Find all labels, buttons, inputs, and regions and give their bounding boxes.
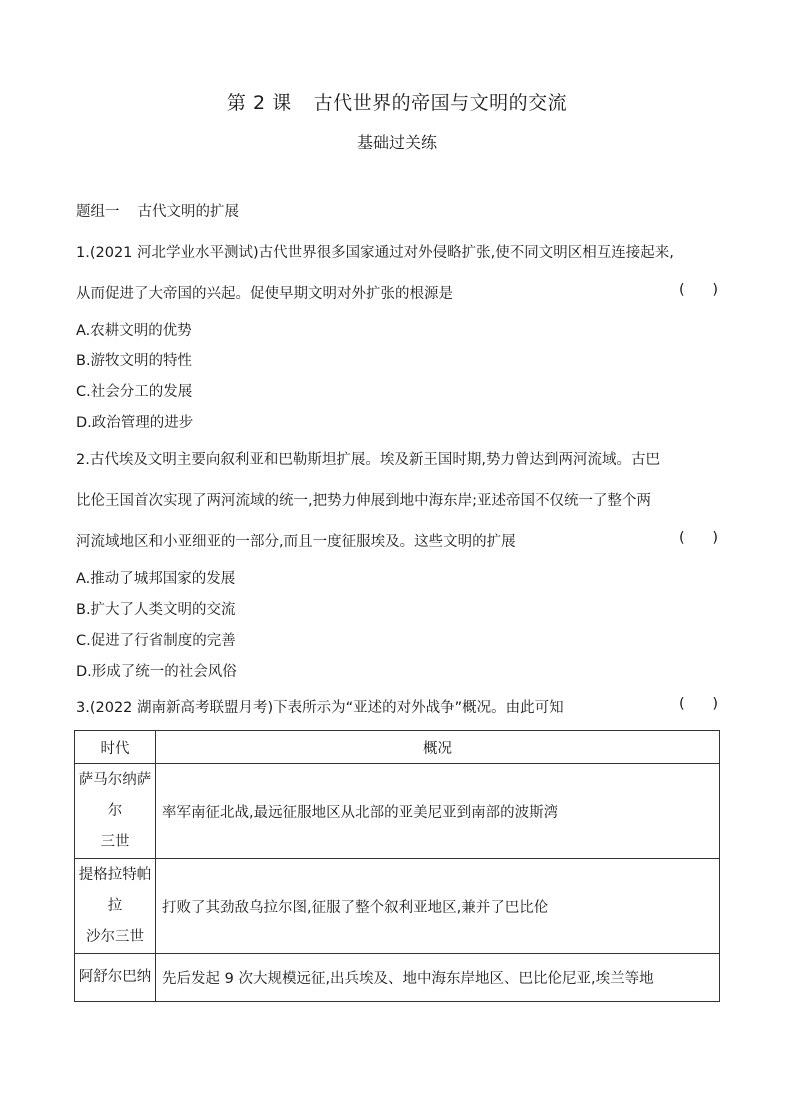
q1-option-a: A.农耕文明的优势 [76, 323, 192, 339]
q3-answer-blank: ( ) [679, 696, 718, 712]
lesson-number: 第 2 课 [226, 92, 292, 114]
table-cell-era [75, 954, 156, 1002]
q2-option-c: C.促进了行省制度的完善 [76, 633, 236, 649]
q2-stem-line-1: 2.古代埃及文明主要向叙利亚和巴勒斯坦扩展。埃及新王国时期,势力曾达到两河流域。古巴 [76, 452, 660, 468]
table-row [75, 954, 720, 1002]
era-line: 拉 [107, 897, 123, 914]
q1-stem-line-1: 1.(2021 河北学业水平测试)古代世界很多国家通过对外侵略扩张,使不同文明区相互连接起来, [76, 245, 674, 261]
q1-stem-line-2: 从而促进了大帝国的兴起。促使早期文明对外扩张的根源是 [76, 286, 453, 302]
table-cell-overview: 打败了其劲敌乌拉尔图,征服了整个叙利亚地区,兼并了巴比伦 [156, 859, 720, 954]
lesson-title-text: 古代世界的帝国与文明的交流 [313, 92, 568, 114]
q2-option-a: A.推动了城邦国家的发展 [76, 571, 236, 587]
section-heading [76, 200, 239, 221]
q2-answer-blank: ( ) [679, 530, 718, 546]
q1-option-c: C.社会分工的发展 [76, 384, 193, 400]
table-cell-era [75, 859, 156, 954]
era-line: 三世 [100, 833, 130, 850]
q1-option-d: D.政治管理的进步 [76, 415, 194, 431]
era-line: 萨马尔纳萨 [78, 771, 152, 788]
table-cell-overview: 先后发起 9 次大规模远征,出兵埃及、地中海东岸地区、巴比伦尼亚,埃兰等地 [156, 954, 720, 1002]
table-header-overview: 概况 [156, 731, 720, 764]
lesson-title [0, 88, 794, 115]
era-line: 提格拉特帕 [78, 866, 152, 883]
q2-option-d: D.形成了统一的社会风俗 [76, 664, 237, 680]
table-header-row [75, 731, 720, 764]
table-row [75, 859, 720, 954]
q2-stem-line-2: 比伦王国首次实现了两河流域的统一,把势力伸展到地中海东岸;亚述帝国不仅统一了整个两 [76, 493, 651, 509]
q2-stem-line-3: 河流域地区和小亚细亚的一部分,而且一度征服埃及。这些文明的扩展 [76, 534, 516, 550]
table-row [75, 764, 720, 859]
section-label: 题组一 [76, 204, 120, 220]
q2-option-b: B.扩大了人类文明的交流 [76, 602, 236, 618]
era-line: 尔 [107, 802, 123, 819]
table-cell-era [75, 764, 156, 859]
q1-answer-blank: ( ) [679, 282, 718, 298]
q1-option-b: B.游牧文明的特性 [76, 353, 193, 369]
era-line: 阿舒尔巴纳 [78, 969, 152, 985]
q3-stem-line-1: 3.(2022 湖南新高考联盟月考)下表所示为“亚述的对外战争”概况。由此可知 [76, 700, 564, 716]
section-title: 古代文明的扩展 [137, 204, 239, 220]
table-cell-overview: 率军南征北战,最远征服地区从北部的亚美尼亚到南部的波斯湾 [156, 764, 720, 859]
page-subtitle: 基础过关练 [356, 133, 437, 152]
table-header-era: 时代 [75, 731, 156, 764]
assyria-wars-table [74, 730, 720, 1002]
era-line: 沙尔三世 [86, 928, 144, 945]
